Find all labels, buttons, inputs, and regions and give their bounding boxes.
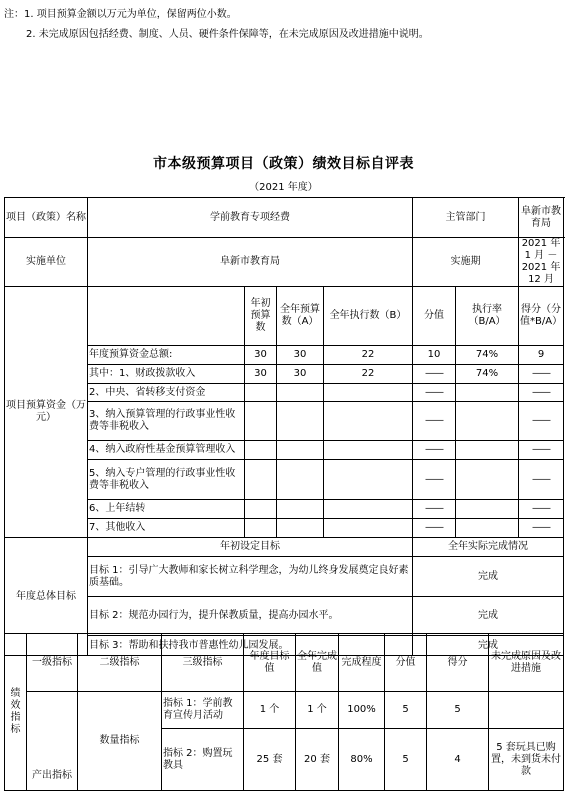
hdr-level2: 二级指标 <box>78 634 162 692</box>
hdr-level3: 三级指标 <box>162 634 244 692</box>
indicator-score: 5 <box>427 692 489 729</box>
indicator-score-value: 5 <box>385 692 427 729</box>
goal-text: 目标 2：规范办园行为，提升保教质量，提高办园水平。 <box>88 597 413 636</box>
goal-text: 目标 3：帮助和扶持我市普惠性幼儿园发展。 <box>88 636 413 656</box>
unit-value: 阜新市教育局 <box>88 238 413 287</box>
goals-section-label: 年度总体目标 <box>5 538 88 656</box>
budget-row <box>5 402 564 441</box>
hdr-full-year-budget: 全年预算数（A） <box>277 287 324 346</box>
indicator-actual: 1 个 <box>296 692 339 729</box>
hdr-target: 年度目标值 <box>244 634 296 692</box>
indicator-completion: 100% <box>339 692 385 729</box>
budget-score-value-dash <box>413 384 456 402</box>
budget-row <box>5 346 564 365</box>
indicator-target: 1 个 <box>244 692 296 729</box>
budget-score-value-dash <box>413 441 456 460</box>
hdr-completion: 完成程度 <box>339 634 385 692</box>
budget-score-dash <box>519 384 564 402</box>
level2-name: 数量指标 <box>78 692 162 791</box>
period-value: 2021 年 1 月 － 2021 年 12 月 <box>519 238 564 287</box>
budget-score-value: 10 <box>413 346 456 365</box>
budget-row <box>5 500 564 519</box>
budget-full-year: 30 <box>277 346 324 365</box>
budget-score-dash <box>519 441 564 460</box>
indicator-target: 25 套 <box>244 729 296 791</box>
budget-row-label: 其中：1、财政拨款收入 <box>88 365 245 384</box>
indicator-row <box>5 692 564 729</box>
budget-section-label: 项目预算资金（万元） <box>5 287 88 538</box>
unit-label: 实施单位 <box>5 238 88 287</box>
budget-row-label: 7、其他收入 <box>88 519 245 538</box>
budget-row <box>5 460 564 500</box>
hdr-score: 得分 <box>427 634 489 692</box>
budget-row-label: 年度预算资金总额: <box>88 346 245 365</box>
indicator-completion: 80% <box>339 729 385 791</box>
hdr-score: 得分（分值*B/A） <box>519 287 564 346</box>
budget-score-value-dash <box>413 365 456 384</box>
budget-executed: 22 <box>324 365 413 384</box>
budget-executed: 22 <box>324 346 413 365</box>
period-label: 实施期 <box>413 238 519 287</box>
budget-rate: 74% <box>456 346 519 365</box>
dept-value: 阜新市教育局 <box>519 198 564 238</box>
budget-score-value-dash <box>413 500 456 519</box>
level1-name: 产出指标 <box>27 692 78 791</box>
budget-row <box>5 384 564 402</box>
form-subtitle: （2021 年度） <box>249 182 318 193</box>
form-title: 市本级预算项目（政策）绩效目标自评表 <box>153 156 414 172</box>
note-1: 注：1. 项目预算金额以万元为单位，保留两位小数。 <box>4 9 237 20</box>
goal-status: 完成 <box>413 636 564 656</box>
self-evaluation-table <box>4 197 564 656</box>
indicator-actual: 20 套 <box>296 729 339 791</box>
budget-score-dash <box>519 460 564 500</box>
hdr-score-value: 分值 <box>385 634 427 692</box>
budget-score-value-dash <box>413 519 456 538</box>
budget-score-value-dash <box>413 402 456 441</box>
budget-row-label: 2、中央、省转移支付资金 <box>88 384 245 402</box>
goal-status: 完成 <box>413 597 564 636</box>
performance-indicator-table <box>4 633 564 791</box>
indicator-name: 指标 1：学前教育宣传月活动 <box>162 692 244 729</box>
hdr-reason: 未完成原因及改进措施 <box>489 634 564 692</box>
budget-row-label: 4、纳入政府性基金预算管理收入 <box>88 441 245 460</box>
budget-score-dash <box>519 402 564 441</box>
goals-actual-header: 全年实际完成情况 <box>413 538 564 557</box>
hdr-score-value: 分值 <box>413 287 456 346</box>
budget-score-dash <box>519 365 564 384</box>
note-2: 2. 未完成原因包括经费、制度、人员、硬件条件保障等，在未完成原因及改进措施中说明。 <box>26 29 429 40</box>
budget-score: 9 <box>519 346 564 365</box>
budget-row-label: 5、纳入专户管理的行政事业性收费等非税收入 <box>88 460 245 500</box>
budget-rate: 74% <box>456 365 519 384</box>
goals-set-header: 年初设定目标 <box>88 538 413 557</box>
hdr-actual: 全年完成值 <box>296 634 339 692</box>
budget-row <box>5 441 564 460</box>
goal-row <box>5 597 564 636</box>
budget-initial: 30 <box>245 346 277 365</box>
goal-row <box>5 557 564 597</box>
budget-full-year: 30 <box>277 365 324 384</box>
hdr-initial-budget: 年初预算数 <box>245 287 277 346</box>
hdr-execution-rate: 执行率（B/A） <box>456 287 519 346</box>
indicator-name: 指标 2：购置玩教具 <box>162 729 244 791</box>
budget-score-value-dash <box>413 460 456 500</box>
indicator-score: 4 <box>427 729 489 791</box>
project-name: 学前教育专项经费 <box>88 198 413 238</box>
indicator-reason <box>489 692 564 729</box>
goal-status: 完成 <box>413 557 564 597</box>
budget-score-dash <box>519 519 564 538</box>
budget-row-label: 3、纳入预算管理的行政事业性收费等非税收入 <box>88 402 245 441</box>
goal-text: 目标 1：引导广大教师和家长树立科学理念，为幼儿终身发展奠定良好素质基础。 <box>88 557 413 597</box>
budget-score-dash <box>519 500 564 519</box>
budget-row-label: 6、上年结转 <box>88 500 245 519</box>
indicator-reason: 5 套玩具已购置，未到货未付款 <box>489 729 564 791</box>
dept-label: 主管部门 <box>413 198 519 238</box>
budget-row <box>5 365 564 384</box>
budget-initial: 30 <box>245 365 277 384</box>
performance-section-label: 绩效指标 <box>5 634 27 791</box>
hdr-level1: 一级指标 <box>27 634 78 692</box>
project-name-label: 项目（政策）名称 <box>5 198 88 238</box>
hdr-executed: 全年执行数（B） <box>324 287 413 346</box>
indicator-score-value: 5 <box>385 729 427 791</box>
budget-row <box>5 519 564 538</box>
